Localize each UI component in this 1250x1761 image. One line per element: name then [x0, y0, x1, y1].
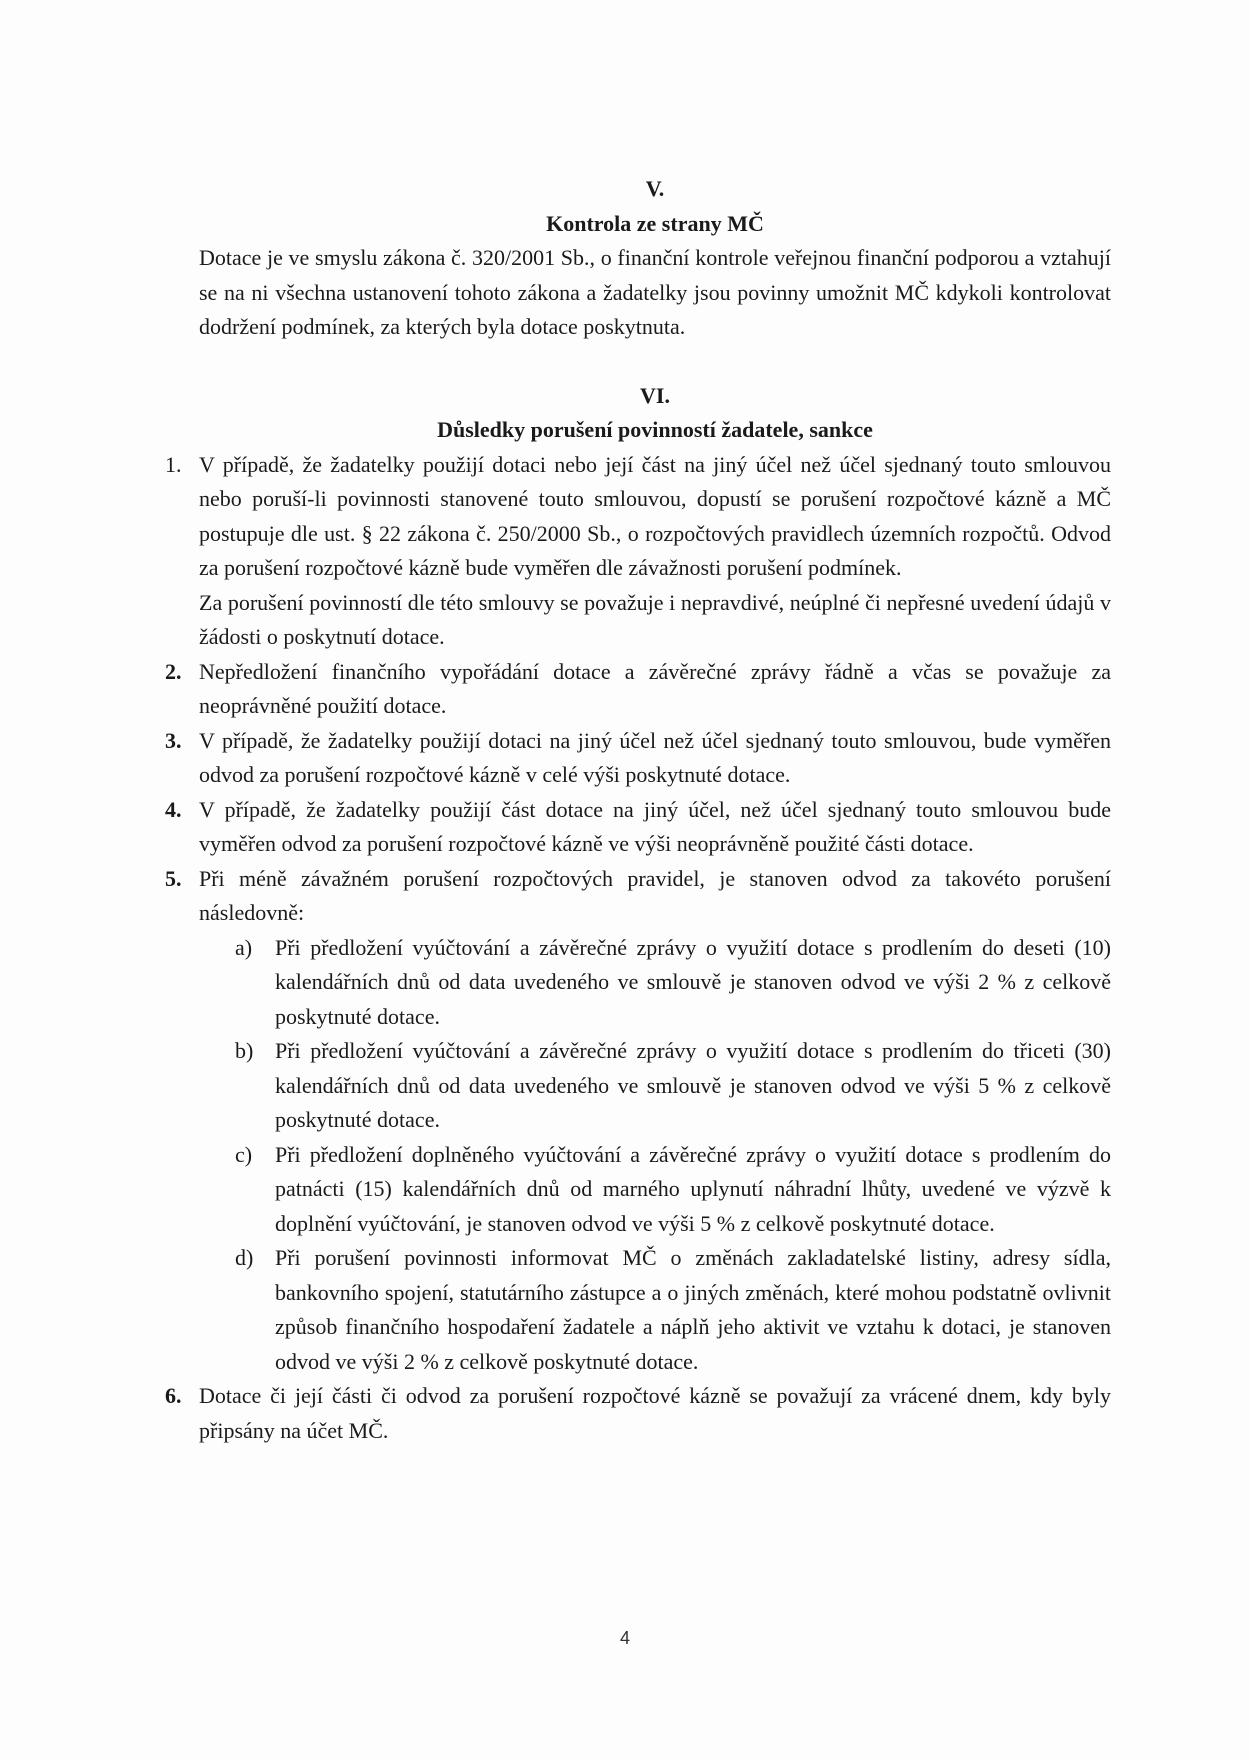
sub-list-item: [235, 1034, 1111, 1138]
sub-list-item-letter: a): [235, 934, 253, 960]
list-item-number: 2.: [165, 658, 182, 684]
list-item: [165, 1379, 1111, 1448]
page-number: 4: [619, 1628, 630, 1648]
list-item-number: 4.: [165, 796, 182, 822]
sub-list-item-text: Při porušení povinnosti informovat MČ o změnách zakladatelské listiny, adresy sídla, bankovního spojení, statutárního zástupce a o jiných změnách, které mohou podstatně ovlivnit způsob finančního hospodaření žadatele a náplň jeho aktivit ve vztahu k dotaci, je stanoven odvod ve výši 2 % z celkově poskytnuté dotace.: [275, 1245, 1111, 1374]
sub-list-item-letter: d): [235, 1245, 254, 1270]
list-item-number: 1.: [165, 451, 182, 477]
section-number: VI.: [640, 382, 670, 408]
list-item-text: Při méně závažném porušení rozpočtových pravidel, je stanoven odvod za takovéto porušení následovně:: [199, 865, 1111, 925]
section-title: Důsledky porušení povinností žadatele, sankce: [437, 417, 873, 442]
list-item-text: Nepředložení finančního vypořádání dotace a závěrečné zprávy řádně a včas se považuje za neoprávněné použití dotace.: [199, 658, 1111, 718]
section-paragraph: Dotace je ve smyslu zákona č. 320/2001 Sb., o finanční kontrole veřejnou finanční podporou a vztahují se na ni všechna ustanovení tohoto zákona a žadatelky jsou povinny umožnit MČ kdykoli kontrolovat dodržení podmínek, za kterých byla dotace poskytnuta.: [199, 245, 1111, 339]
list-item: [165, 793, 1111, 862]
list-item: [165, 724, 1111, 793]
section-title: Kontrola ze strany MČ: [546, 210, 764, 236]
list-item-text: V případě, že žadatelky použijí část dotace na jiný účel, než účel sjednaný touto smlouvou bude vyměřen odvod za porušení rozpočtové kázně ve výši neoprávněně použité části dotace.: [199, 796, 1111, 856]
list-item-text: Za porušení povinností dle této smlouvy se považuje i nepravdivé, neúplné či nepřesné uvedení údajů v žádosti o poskytnutí dotace.: [199, 589, 1111, 649]
list-item-number: 6.: [165, 1383, 182, 1408]
sub-list-item-letter: b): [235, 1038, 254, 1063]
sub-list-item-text: Při předložení vyúčtování a závěrečné zprávy o využití dotace s prodlením do deseti (10) kalendářních dnů od data uvedeného ve smlouvě je stanoven odvod ve výši 2 % z celkově poskytnuté dotace.: [275, 934, 1111, 1029]
sub-list-item-text: Při předložení vyúčtování a závěrečné zprávy o využití dotace s prodlením do třiceti (30) kalendářních dnů od data uvedeného ve smlouvě je stanoven odvod ve výši 5 % z celkově poskytnuté dotace.: [275, 1038, 1111, 1132]
list-item: [165, 862, 1111, 1380]
list-item: [165, 448, 1111, 655]
list-item-text: Dotace či její části či odvod za porušení rozpočtové kázně se považují za vrácené dnem, kdy byly připsány na účet MČ.: [199, 1383, 1111, 1443]
list-item-number: 3.: [165, 727, 182, 753]
list-item-text: V případě, že žadatelky použijí dotaci na jiný účel než účel sjednaný touto smlouvou, bude vyměřen odvod za porušení rozpočtové kázně v celé výši poskytnuté dotace.: [199, 727, 1111, 787]
section-number: V.: [645, 176, 665, 201]
sub-list-item-text: Při předložení doplněného vyúčtování a závěrečné zprávy o využití dotace s prodlením do patnácti (15) kalendářních dnů od marného uplynutí náhradní lhůty, uvedené ve výzvě k doplnění vyúčtování, je stanoven odvod ve výši 5 % z celkově poskytnuté dotace.: [275, 1141, 1111, 1236]
sub-list-item: [235, 1241, 1111, 1379]
sub-list-item: [235, 1138, 1111, 1242]
list-item-text: V případě, že žadatelky použijí dotaci nebo její část na jiný účel než účel sjednaný touto smlouvou nebo poruší-li povinnosti stanovené touto smlouvou, dopustí se porušení rozpočtové kázně a MČ postupuje dle ust. § 22 zákona č. 250/2000 Sb., o rozpočtových pravidlech územních rozpočtů. Odvod za porušení rozpočtové kázně bude vyměřen dle závažnosti porušení podmínek.: [199, 451, 1111, 580]
list-item: [165, 655, 1111, 724]
document-body: [165, 172, 1111, 1448]
sub-list-item: [235, 931, 1111, 1035]
sub-list-item-letter: c): [235, 1141, 253, 1167]
list-item-number: 5.: [165, 865, 182, 891]
